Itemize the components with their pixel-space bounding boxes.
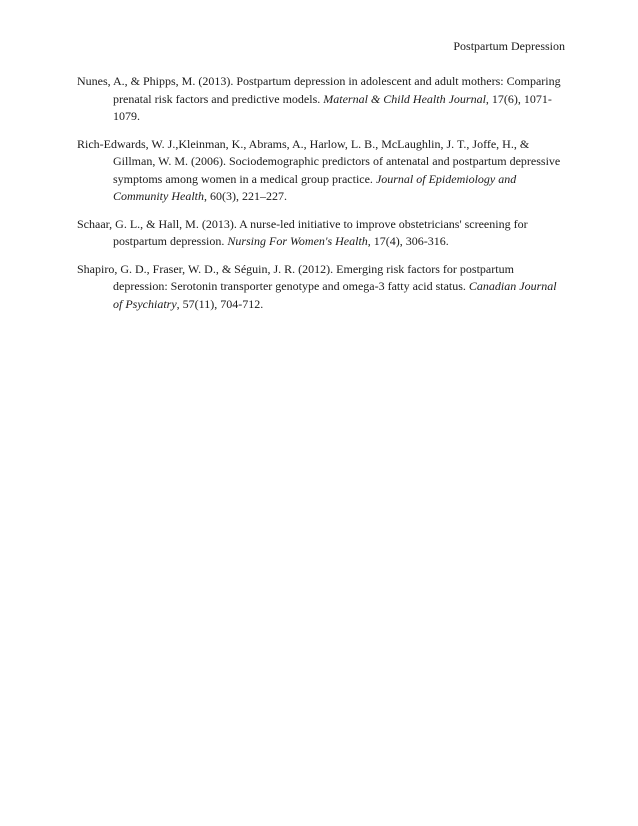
reference-journal: Maternal & Child Health Journal	[323, 91, 486, 106]
reference-citation-details: , 57(11), 704-712.	[176, 296, 264, 311]
reference-journal: Journal of Epidemiology and Community Health	[113, 171, 517, 203]
reference-text: Schaar, G. L., & Hall, M. (2013). A nurse-led initiative to improve obstetricians' screening for postpartum depression.	[77, 216, 528, 248]
reference-citation-details: , 17(6), 1071-1079.	[113, 91, 552, 123]
reference-journal: Nursing For Women's Health	[227, 234, 368, 248]
reference-text: Rich-Edwards, W. J.,Kleinman, K., Abrams, A., Harlow, L. B., McLaughlin, J. T., Joffe, H., & Gillman, W. M. (2006). Sociodemographic predictors of antenatal and postpartum depressive symptoms among women in a medical group practice.	[77, 136, 561, 186]
reference-citation-details: , 60(3), 221–227.	[204, 189, 287, 203]
reference-citation-details: , 17(4), 306-316.	[367, 234, 449, 248]
reference-entry-schaar	[77, 216, 565, 251]
reference-entry-rich-edwards	[77, 136, 565, 206]
reference-text: Nunes, A., & Phipps, M. (2013). Postpartum depression in adolescent and adult mothers: Comparing prenatal risk factors and predictive models.	[77, 74, 561, 106]
reference-text: Shapiro, G. D., Fraser, W. D., & Séguin, J. R. (2012). Emerging risk factors for postpartum depression: Serotonin transporter genotype and omega-3 fatty acid status.	[77, 261, 514, 293]
reference-journal: Canadian Journal of Psychiatry	[113, 279, 557, 311]
reference-list	[77, 73, 565, 323]
running-head: Postpartum Depression	[453, 39, 565, 53]
reference-entry-nunes	[77, 73, 565, 126]
reference-entry-shapiro	[77, 261, 565, 314]
